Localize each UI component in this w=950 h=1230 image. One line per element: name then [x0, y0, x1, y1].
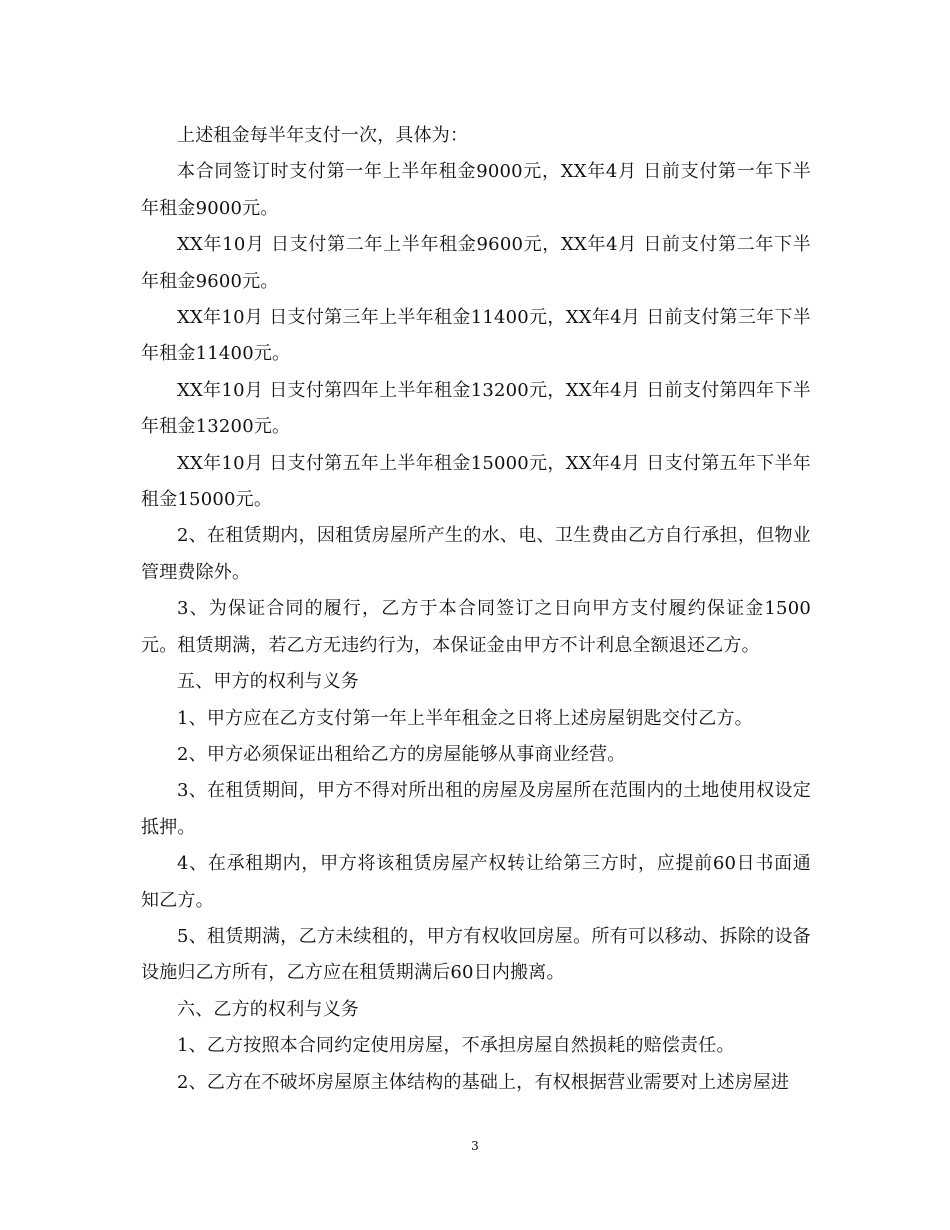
paragraph-utilities: 2、在租赁期内，因租赁房屋所产生的水、电、卫生费由乙方自行承担，但物业管理费除外。 — [141, 525, 811, 583]
section-heading-party-a: 五、甲方的权利与义务 — [177, 671, 359, 693]
paragraph-party-a-clause-5: 5、租赁期满，乙方未续租的，甲方有权收回房屋。所有可以移动、拆除的设备设施归乙方所有，乙方应在租赁期满后60日内搬离。 — [141, 925, 811, 984]
paragraph-rent-year-4: XX年10月 日支付第四年上半年租金13200元，XX年4月 日前支付第四年下半年租金13200元。 — [141, 379, 811, 438]
document-body — [141, 118, 811, 1101]
paragraph-party-b-clause-2: 2、乙方在不破坏房屋原主体结构的基础上，有权根据营业需要对上述房屋进 — [177, 1071, 790, 1093]
paragraph-party-b-clause-1: 1、乙方按照本合同约定使用房屋，不承担房屋自然损耗的赔偿责任。 — [177, 1035, 735, 1057]
paragraph-rent-year-1: 本合同签订时支付第一年上半年租金9000元，XX年4月 日前支付第一年下半年租金9000元。 — [141, 161, 811, 219]
paragraph-rent-schedule-intro: 上述租金每半年支付一次，具体为： — [177, 125, 469, 146]
paragraph-rent-year-3: XX年10月 日支付第三年上半年租金11400元，XX年4月 日前支付第三年下半年租金11400元。 — [141, 307, 811, 365]
paragraph-party-a-clause-1: 1、甲方应在乙方支付第一年上半年租金之日将上述房屋钥匙交付乙方。 — [177, 707, 753, 729]
page-number: 3 — [471, 1139, 479, 1153]
paragraph-rent-year-2: XX年10月 日支付第二年上半年租金9600元，XX年4月 日前支付第二年下半年租金9600元。 — [141, 234, 811, 292]
paragraph-party-a-clause-4: 4、在承租期内，甲方将该租赁房屋产权转让给第三方时，应提前60日书面通知乙方。 — [141, 853, 811, 911]
paragraph-party-a-clause-3: 3、在租赁期间，甲方不得对所出租的房屋及房屋所在范围内的土地使用权设定抵押。 — [141, 780, 811, 838]
paragraph-deposit: 3、为保证合同的履行，乙方于本合同签订之日向甲方支付履约保证金1500元。租赁期满，若乙方无违约行为，本保证金由甲方不计利息全额退还乙方。 — [141, 598, 811, 656]
paragraph-party-a-clause-2: 2、甲方必须保证出租给乙方的房屋能够从事商业经营。 — [177, 743, 626, 765]
section-heading-party-b: 六、乙方的权利与义务 — [177, 998, 359, 1020]
paragraph-rent-year-5: XX年10月 日支付第五年上半年租金15000元，XX年4月 日支付第五年下半年租金15000元。 — [141, 452, 811, 511]
